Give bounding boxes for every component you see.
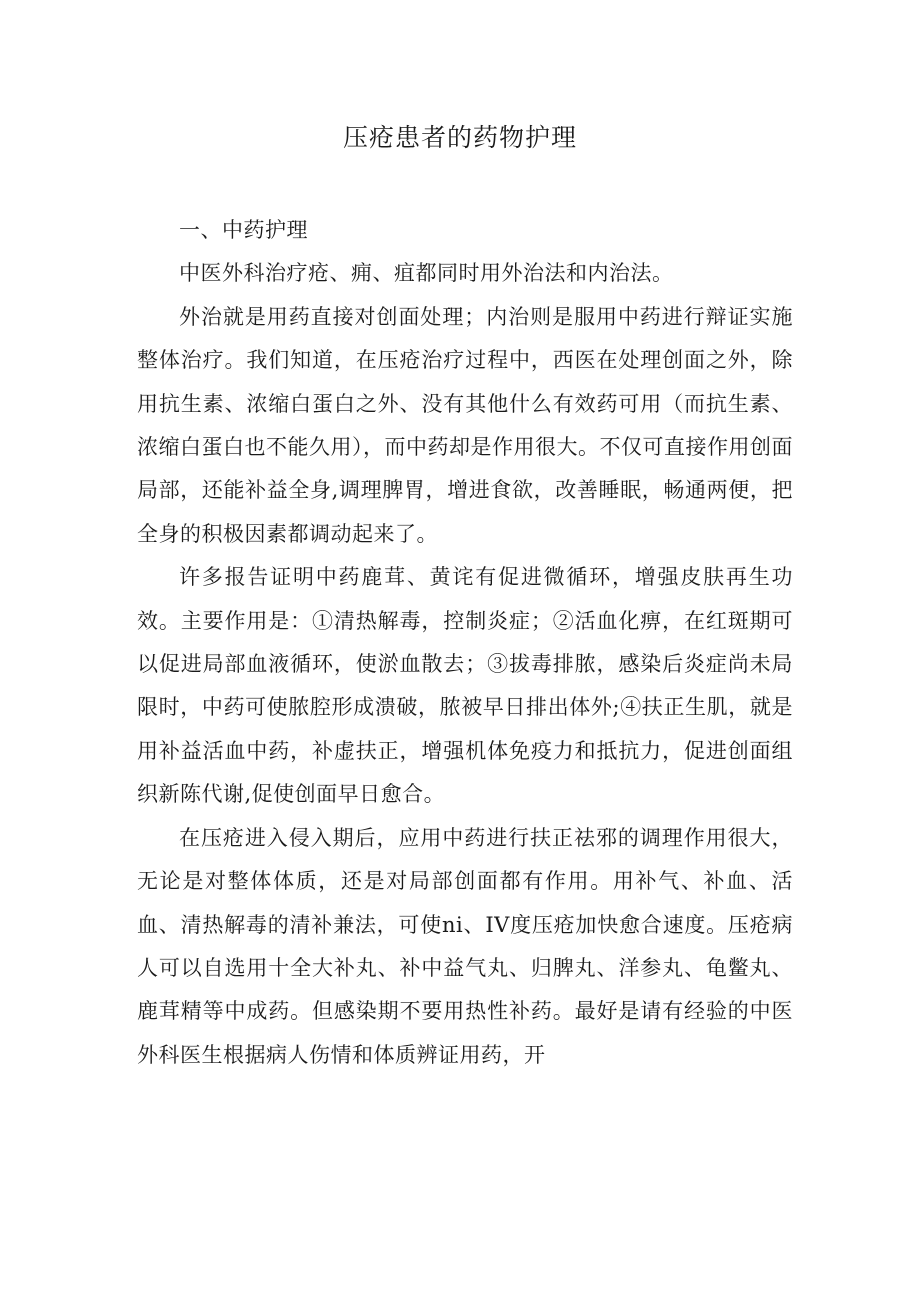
document-title: 压疮患者的药物护理	[342, 123, 577, 152]
document-body	[137, 209, 793, 1077]
section-heading-chinese-medicine: 一、中药护理	[179, 218, 308, 242]
paragraph-invasive-stage: 在压疮进入侵入期后，应用中药进行扶正祛邪的调理作用很大，无论是对整体体质，还是对局部创面都有作用。用补气、补血、活血、清热解毒的清补兼法，可使ni、IV度压疮加快愈合速度。压疮病人可以自选用十全大补丸、补中益气丸、归脾丸、洋参丸、龟鳖丸、鹿茸精等中成药。但感染期不要用热性补药。最好是请有经验的中医外科医生根据病人伤情和体质辨证用药，开	[137, 825, 793, 1067]
paragraph-herbal-effects: 许多报告证明中药鹿茸、黄诧有促进微循环，增强皮肤再生功效。主要作用是：①清热解毒，控制炎症；②活血化痹，在红斑期可以促进局部血液循环，使淤血散去；③拔毒排脓，感染后炎症尚未局限时，中药可使脓腔形成溃破，脓被早日排出体外;④扶正生肌，就是用补益活血中药，补虚扶正，增强机体免疫力和抵抗力，促进创面组织新陈代谢,促使创面早日愈合。	[137, 565, 793, 807]
paragraph-external-internal-treatment: 外治就是用药直接对创面处理；内治则是服用中药进行辩证实施整体治疗。我们知道，在压疮治疗过程中，西医在处理创面之外，除用抗生素、浓缩白蛋白之外、没有其他什么有效药可用（而抗生素、浓缩白蛋白也不能久用），而中药却是作用很大。不仅可直接作用创面局部，还能补益全身,调理脾胃，增进食欲，改善睡眠，畅通两便，把全身的积极因素都调动起来了。	[137, 304, 793, 546]
paragraph-intro: 中医外科治疗疮、痈、疽都同时用外治法和内治法。	[179, 261, 674, 286]
